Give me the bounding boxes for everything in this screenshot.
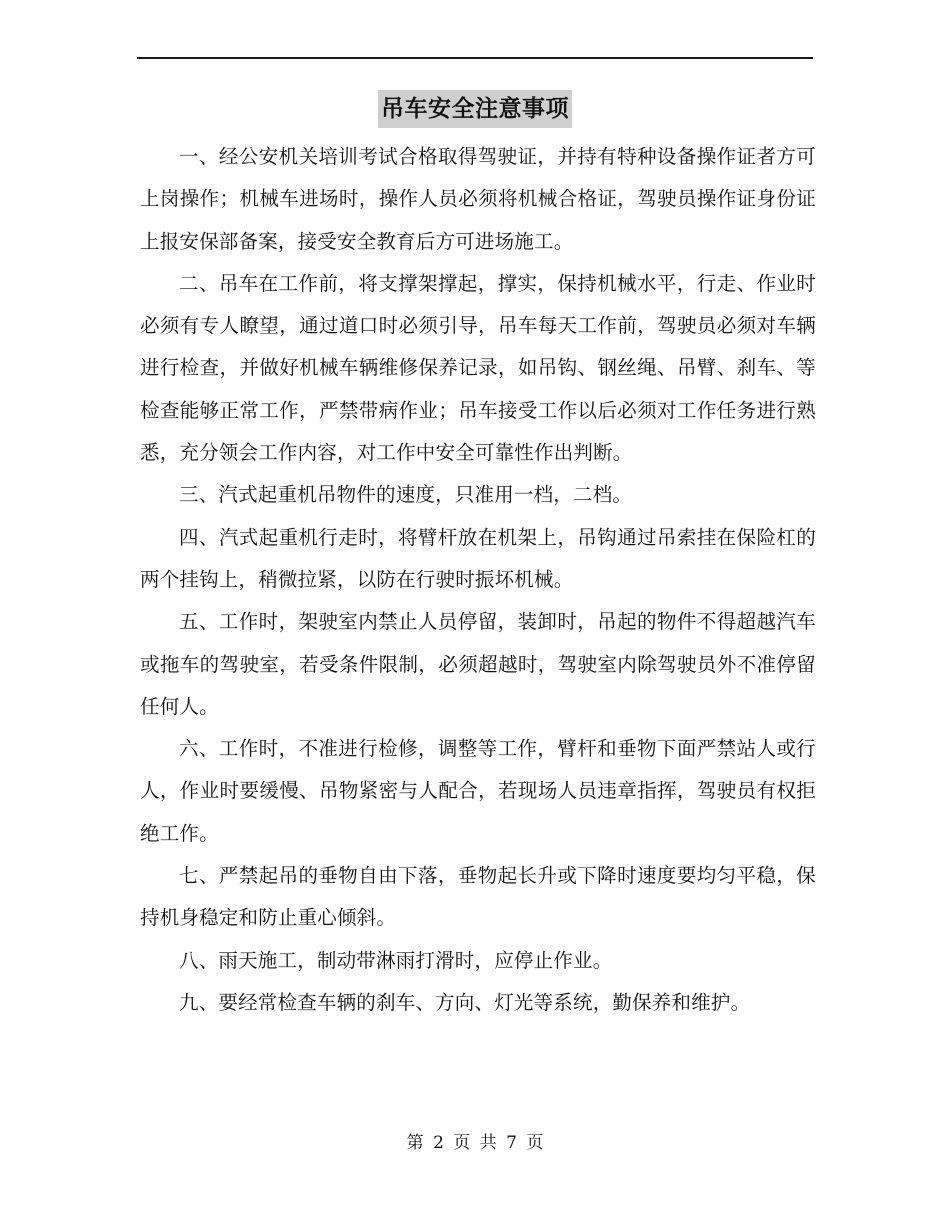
paragraph-8: 八、雨天施工，制动带淋雨打滑时，应停止作业。 (179, 948, 613, 972)
page-number: 第 2 页 共 7 页 (406, 1133, 544, 1153)
document-title: 吊车安全注意事项 (378, 90, 572, 128)
paragraph-4: 四、汽式起重机行走时，将臂杆放在机架上，吊钩通过吊索挂在保险杠的两个挂钩上，稍微拉紧，以防在行驶时振坏机械。 (140, 525, 816, 591)
paragraph-6: 六、工作时，不准进行检修，调整等工作，臂杆和垂物下面严禁站人或行人，作业时要缓慢、吊物紧密与人配合，若现场人员违章指挥，驾驶员有权拒绝工作。 (140, 737, 816, 845)
paragraph-1: 一、经公安机关培训考试合格取得驾驶证，并持有特种设备操作证者方可上岗操作；机械车进场时，操作人员必须将机械合格证，驾驶员操作证身份证上报安保部备案，接受安全教育后方可进场施工。 (140, 145, 816, 253)
paragraph-3: 三、汽式起重机吊物件的速度，只准用一档，二档。 (179, 483, 633, 507)
header-rule (137, 57, 813, 59)
paragraph-7: 七、严禁起吊的垂物自由下落，垂物起长升或下降时速度要均匀平稳，保持机身稳定和防止重心倾斜。 (140, 864, 816, 930)
title-area (0, 90, 950, 128)
paragraph-5: 五、工作时，架驶室内禁止人员停留，装卸时，吊起的物件不得超越汽车或拖车的驾驶室，若受条件限制，必须超越时，驾驶室内除驾驶员外不准停留任何人。 (140, 610, 816, 718)
document-body (140, 136, 816, 1024)
paragraph-9: 九、要经常检查车辆的刹车、方向、灯光等系统，勤保养和维护。 (179, 990, 751, 1014)
paragraph-2: 二、吊车在工作前，将支撑架撑起，撑实，保持机械水平，行走、作业时必须有专人瞭望，通过道口时必须引导，吊车每天工作前，驾驶员必须对车辆进行检查，并做好机械车辆维修保养记录，如吊钩、钢丝绳、吊臂、刹车、等检查能够正常工作，严禁带病作业；吊车接受工作以后必须对工作任务进行熟悉，充分领会工作内容，对工作中安全可靠性作出判断。 (140, 271, 816, 465)
